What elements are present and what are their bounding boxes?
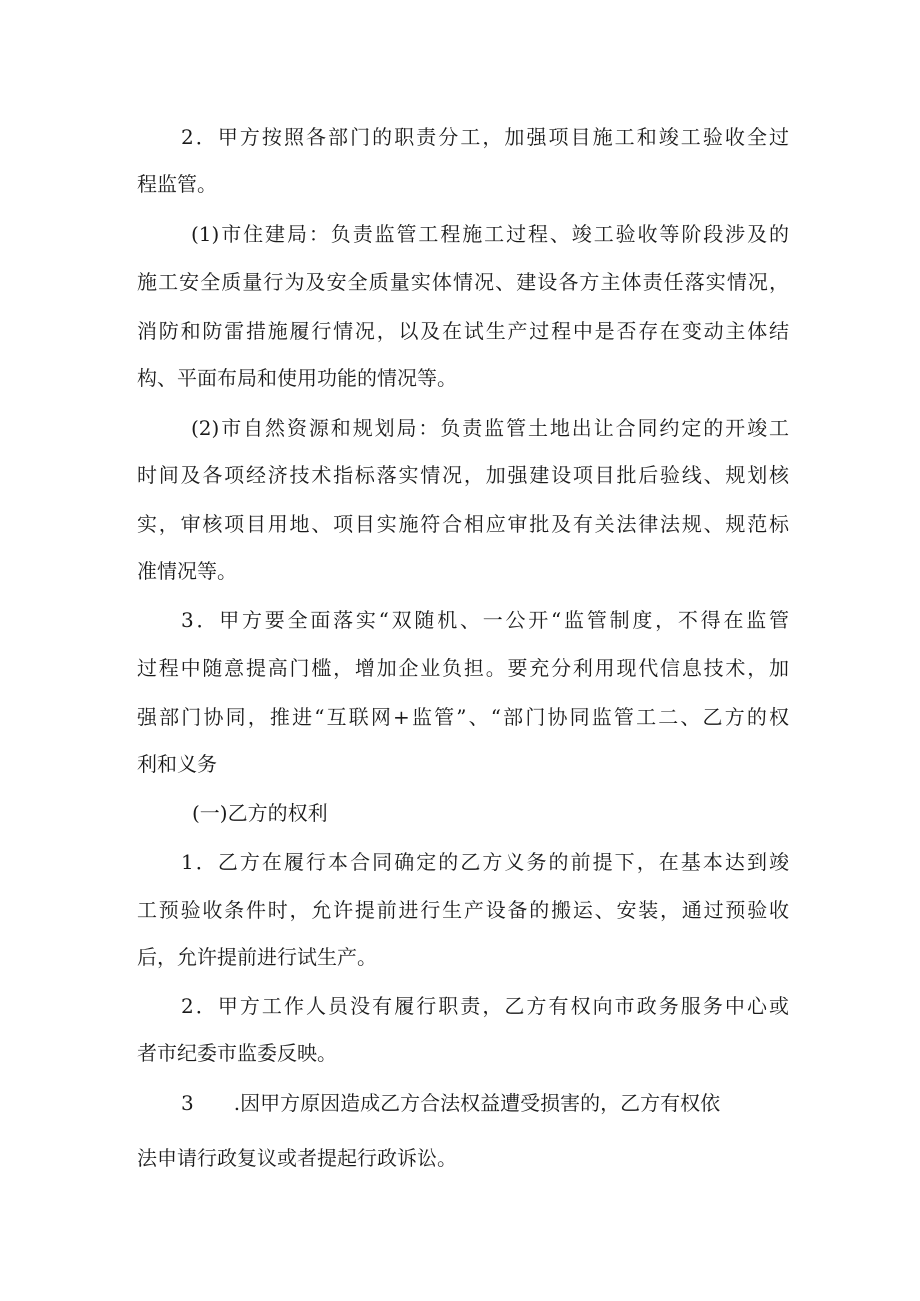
paragraph-line: 法申请行政复议或者提起行政诉讼。 xyxy=(137,1146,457,1170)
paragraph-line: 构、平面布局和使用功能的情况等。 xyxy=(137,366,457,390)
section-heading: (一)乙方的权利 xyxy=(192,801,328,825)
paragraph-line: 程监管。 xyxy=(137,172,217,196)
paragraph-line: 2．甲方工作人员没有履行职责，乙方有权向市政务服务中心或 xyxy=(181,994,789,1018)
paragraph-line: 过程中随意提高门槛，增加企业负担。要充分利用现代信息技术，加 xyxy=(137,656,789,680)
paragraph-line: 利和义务 xyxy=(137,752,217,776)
paragraph-line: 时间及各项经济技术指标落实情况，加强建设项目批后验线、规划核 xyxy=(137,463,789,487)
paragraph-line: 消防和防雷措施履行情况，以及在试生产过程中是否存在变动主体结 xyxy=(137,319,789,343)
paragraph-line: 3 .因甲方原因造成乙方合法权益遭受损害的，乙方有权依 xyxy=(181,1091,721,1115)
paragraph-line: 1．乙方在履行本合同确定的乙方义务的前提下，在基本达到竣 xyxy=(181,850,789,874)
paragraph-line: 2．甲方按照各部门的职责分工，加强项目施工和竣工验收全过 xyxy=(181,125,789,149)
paragraph-line: (2)市自然资源和规划局：负责监管土地出让合同约定的开竣工 xyxy=(191,416,789,440)
paragraph-line: 强部门协同，推进“互联网+监管”、“部门协同监管工二、乙方的权 xyxy=(137,705,789,729)
paragraph-line: 工预验收条件时，允许提前进行生产设备的搬运、安装，通过预验收 xyxy=(137,898,789,922)
paragraph-line: 实，审核项目用地、项目实施符合相应审批及有关法律法规、规范标 xyxy=(137,512,789,536)
paragraph-line: 者市纪委市监委反映。 xyxy=(137,1041,337,1065)
paragraph-line: 后，允许提前进行试生产。 xyxy=(137,945,377,969)
paragraph-line: 准情况等。 xyxy=(137,559,237,583)
paragraph-line: 3．甲方要全面落实“双随机、一公开“监管制度，不得在监管 xyxy=(181,608,789,632)
paragraph-line: 施工安全质量行为及安全质量实体情况、建设各方主体责任落实情况， xyxy=(137,270,789,294)
paragraph-line: (1)市住建局：负责监管工程施工过程、竣工验收等阶段涉及的 xyxy=(191,222,789,246)
